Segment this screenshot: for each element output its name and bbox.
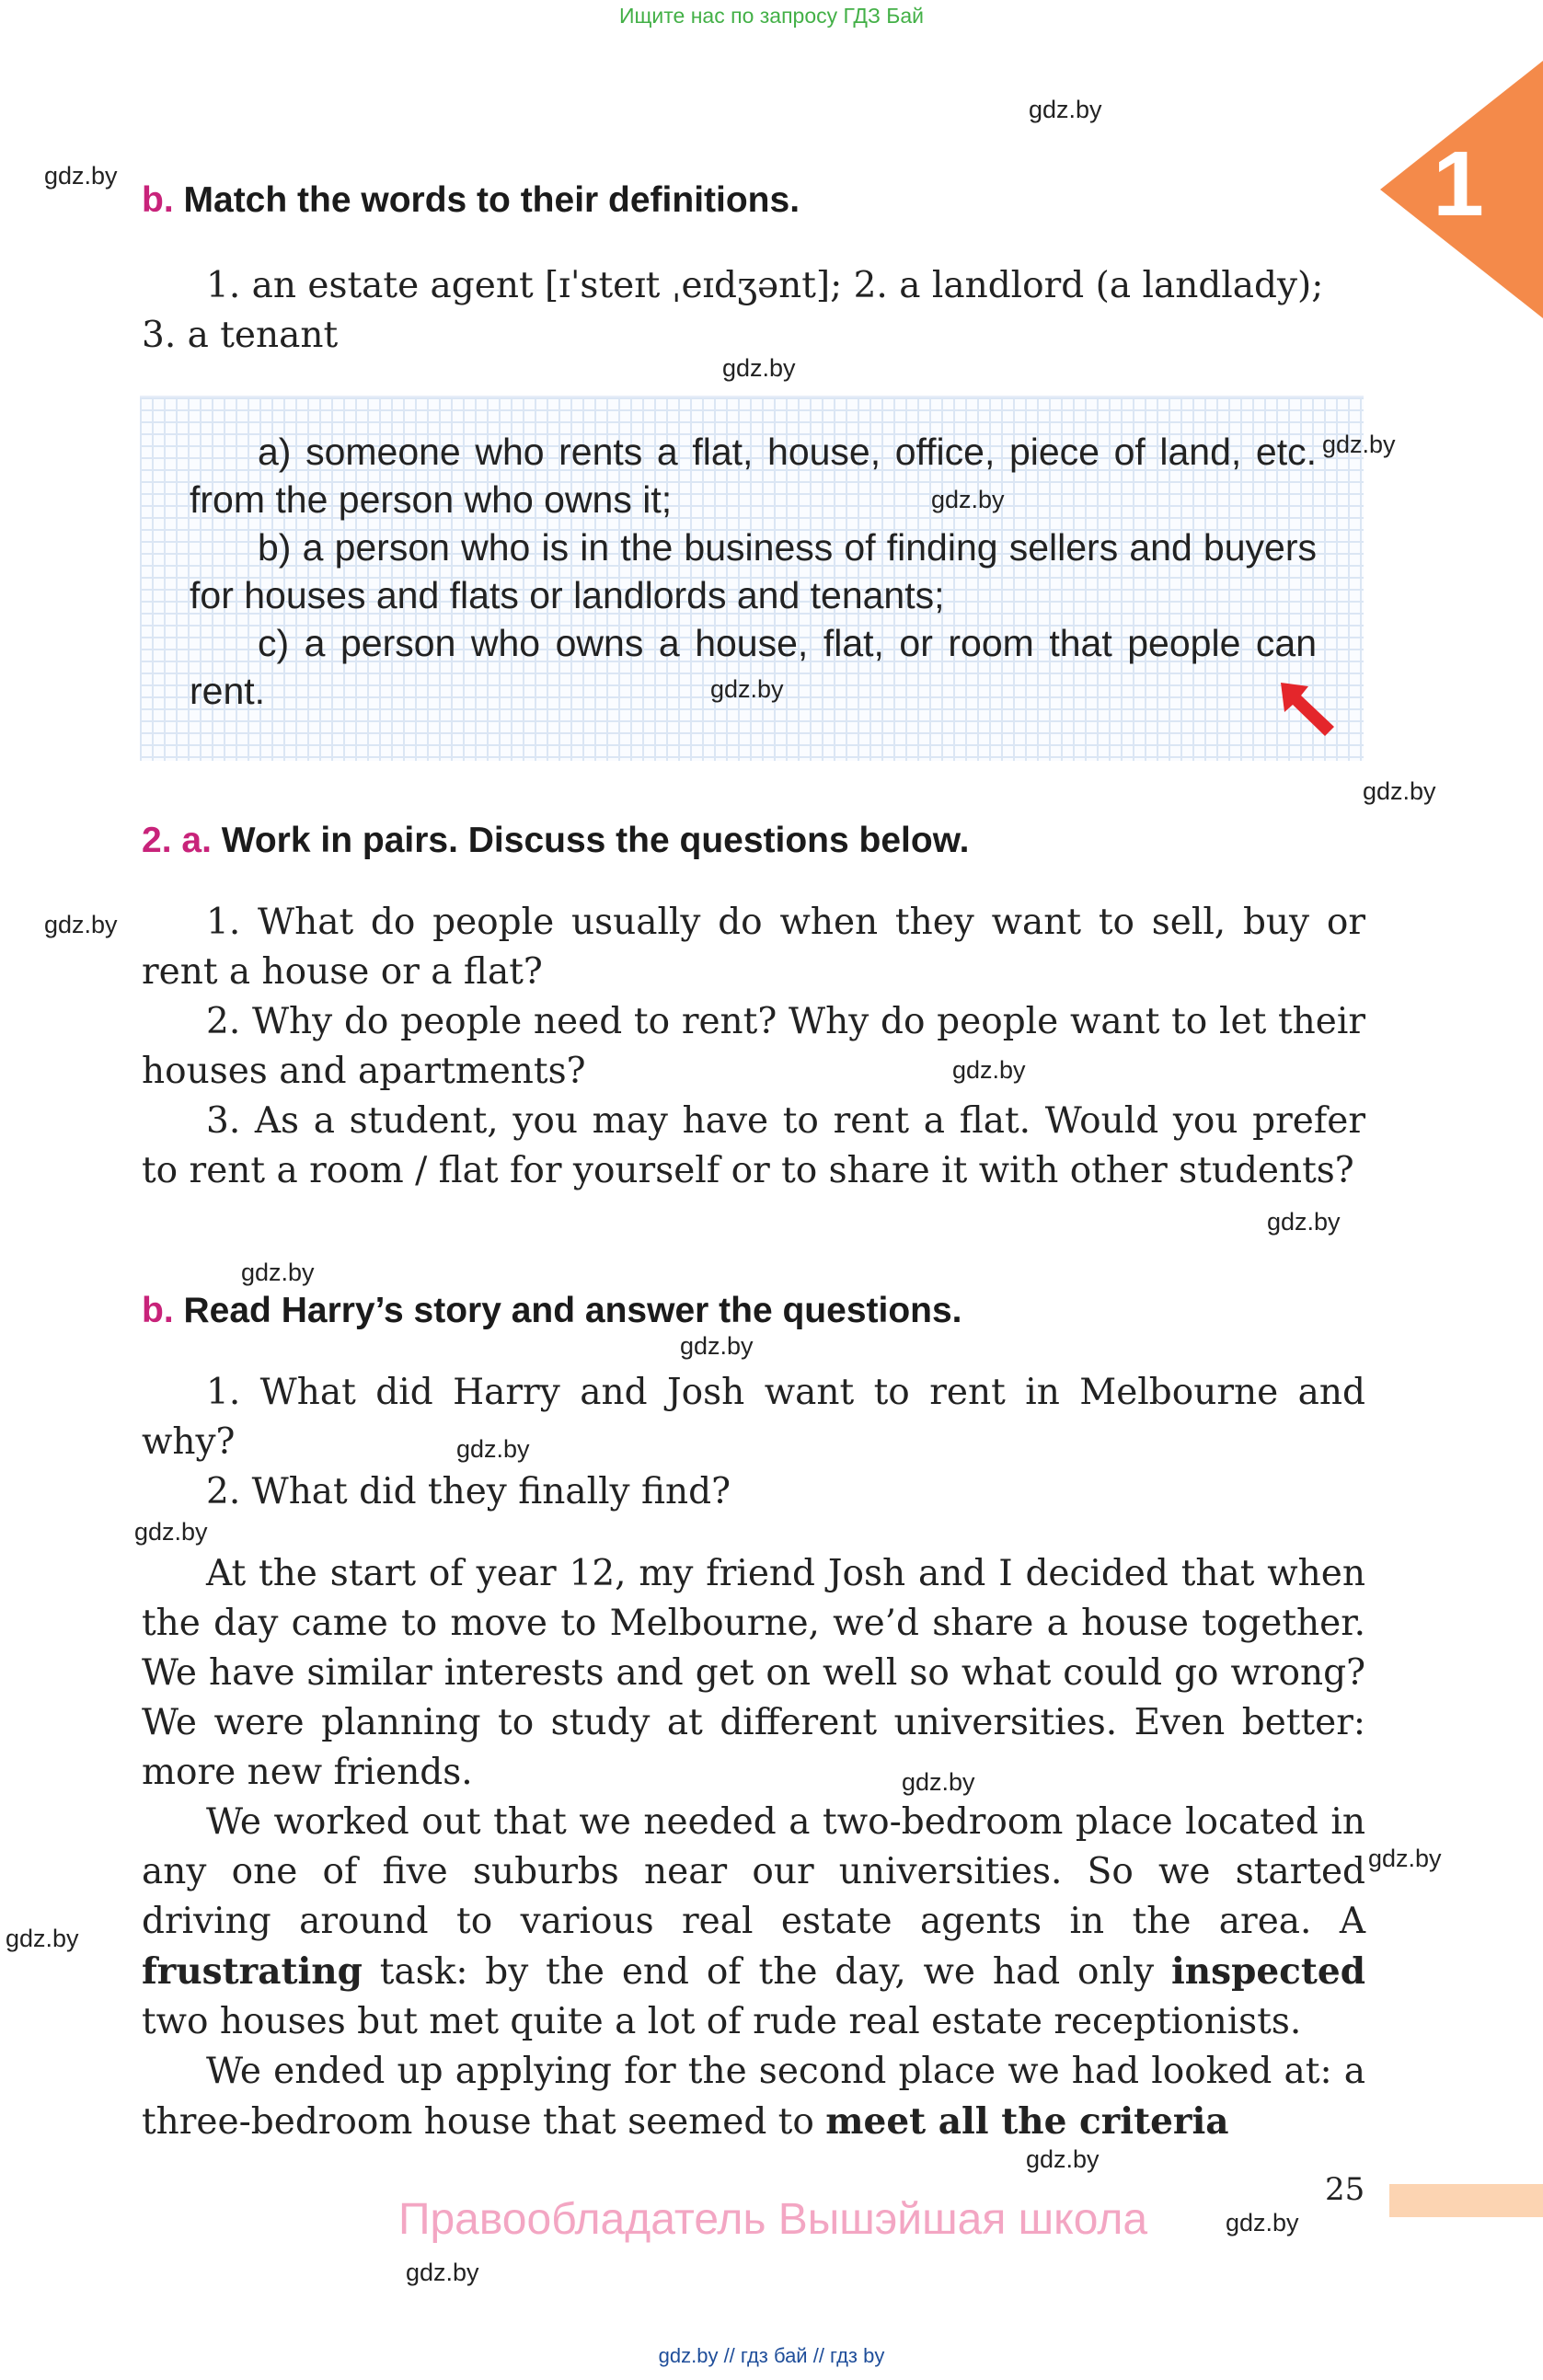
reading-question: 2. What did they finally find? — [206, 1471, 731, 1512]
story-paragraph-2: We worked out that we needed a two-bedroom place located in any one of five suburbs near our universities. So we started driving around to various real estate agents in the area. A frustrating task: by the end of the day, we had only inspected two houses but met quite a lot of rude real estate receptionists. — [142, 1801, 1365, 2042]
watermark: gdz.by — [1026, 2145, 1100, 2173]
word-list-line-1: 1. an estate agent [ɪˈsteɪt ˌeɪdʒənt]; 2. a landlord (a landlady); — [206, 265, 1324, 306]
vocab-frustrating: frustrating — [142, 1950, 363, 1993]
section-2a-letter: a. — [181, 821, 212, 860]
watermark: gdz.by — [134, 1518, 208, 1546]
watermark: gdz.by — [241, 1259, 315, 1286]
discussion-questions — [142, 898, 1365, 1196]
watermark: gdz.by — [1322, 431, 1396, 458]
watermark: gdz.by — [931, 486, 1005, 513]
watermark: gdz.by — [6, 1925, 79, 1952]
watermark: gdz.by — [1363, 777, 1436, 805]
section-2b-letter: b. — [142, 1291, 174, 1330]
watermark: gdz.by — [44, 162, 118, 190]
page-number: 25 — [1325, 2171, 1365, 2208]
reading-questions — [142, 1368, 1365, 1517]
definition-a: a) someone who rents a flat, house, office, piece of land, etc. from the person who owns it; — [190, 431, 1317, 521]
watermark: gdz.by — [1368, 1845, 1442, 1872]
section-2a-title: Work in pairs. Discuss the questions below. — [221, 821, 970, 860]
section-b-letter: b. — [142, 180, 174, 220]
section-2a-heading — [142, 821, 969, 861]
page-number-bar — [1389, 2184, 1543, 2217]
vocab-inspected: inspected — [1170, 1950, 1365, 1993]
definition-c: c) a person who owns a house, flat, or room that people can rent. — [190, 622, 1317, 712]
definitions-list — [190, 428, 1317, 715]
story-paragraph-3: We ended up applying for the second place we had looked at: a three-bedroom house that seemed to meet all the criteria — [142, 2051, 1365, 2143]
word-list-line-2: 3. a tenant — [142, 315, 339, 356]
watermark: gdz.by — [1226, 2209, 1299, 2236]
watermark: gdz.by — [710, 675, 784, 703]
watermark: gdz.by — [722, 354, 796, 382]
discussion-question: 3. As a student, you may have to rent a flat. Would you prefer to rent a room / flat for yourself or to share it with other students? — [142, 1100, 1365, 1191]
unit-number: 1 — [1433, 132, 1484, 236]
section-2-number: 2. — [142, 821, 172, 860]
section-b-title: Match the words to their definitions. — [183, 180, 800, 220]
watermark: gdz.by — [680, 1332, 754, 1360]
section-b-heading — [142, 180, 800, 221]
footer-links[interactable]: gdz.by // гдз бай // гдз by — [658, 2344, 885, 2367]
watermark: gdz.by — [406, 2259, 479, 2286]
watermark: gdz.by — [44, 911, 118, 938]
section-2b-heading — [142, 1291, 962, 1331]
watermark: gdz.by — [902, 1768, 975, 1796]
vocab-meet-all-the-criteria: meet all the criteria — [825, 2100, 1229, 2143]
watermark: gdz.by — [952, 1056, 1026, 1084]
discussion-question: 2. Why do people need to rent? Why do people want to let their houses and apartments? — [142, 1001, 1365, 1092]
discussion-question: 1. What do people usually do when they want to sell, buy or rent a house or a flat? — [142, 902, 1365, 993]
story-paragraph-1: At the start of year 12, my friend Josh and I decided that when the day came to move to Melbourne, we’d share a house together. We have similar interests and get on well so what could go wrong? We were planning to study at different universities. Even better: more new friends. — [142, 1553, 1365, 1793]
section-2b-title: Read Harry’s story and answer the questions. — [183, 1291, 962, 1330]
word-list — [142, 261, 1365, 361]
pointer-arrow-icon — [1281, 683, 1336, 740]
watermark: gdz.by — [1029, 96, 1102, 123]
watermark: gdz.by — [1267, 1208, 1341, 1236]
reading-question: 1. What did Harry and Josh want to rent in Melbourne and why? — [142, 1372, 1365, 1463]
watermark: gdz.by — [456, 1435, 530, 1463]
top-banner[interactable]: Ищите нас по запросу ГДЗ Бай — [618, 4, 925, 28]
definition-b: b) a person who is in the business of finding sellers and buyers for houses and flats or landlords and tenants; — [190, 526, 1317, 616]
harry-story — [142, 1549, 1365, 2147]
copyright-notice: Правообладатель Вышэйшая школа — [397, 2195, 1148, 2244]
